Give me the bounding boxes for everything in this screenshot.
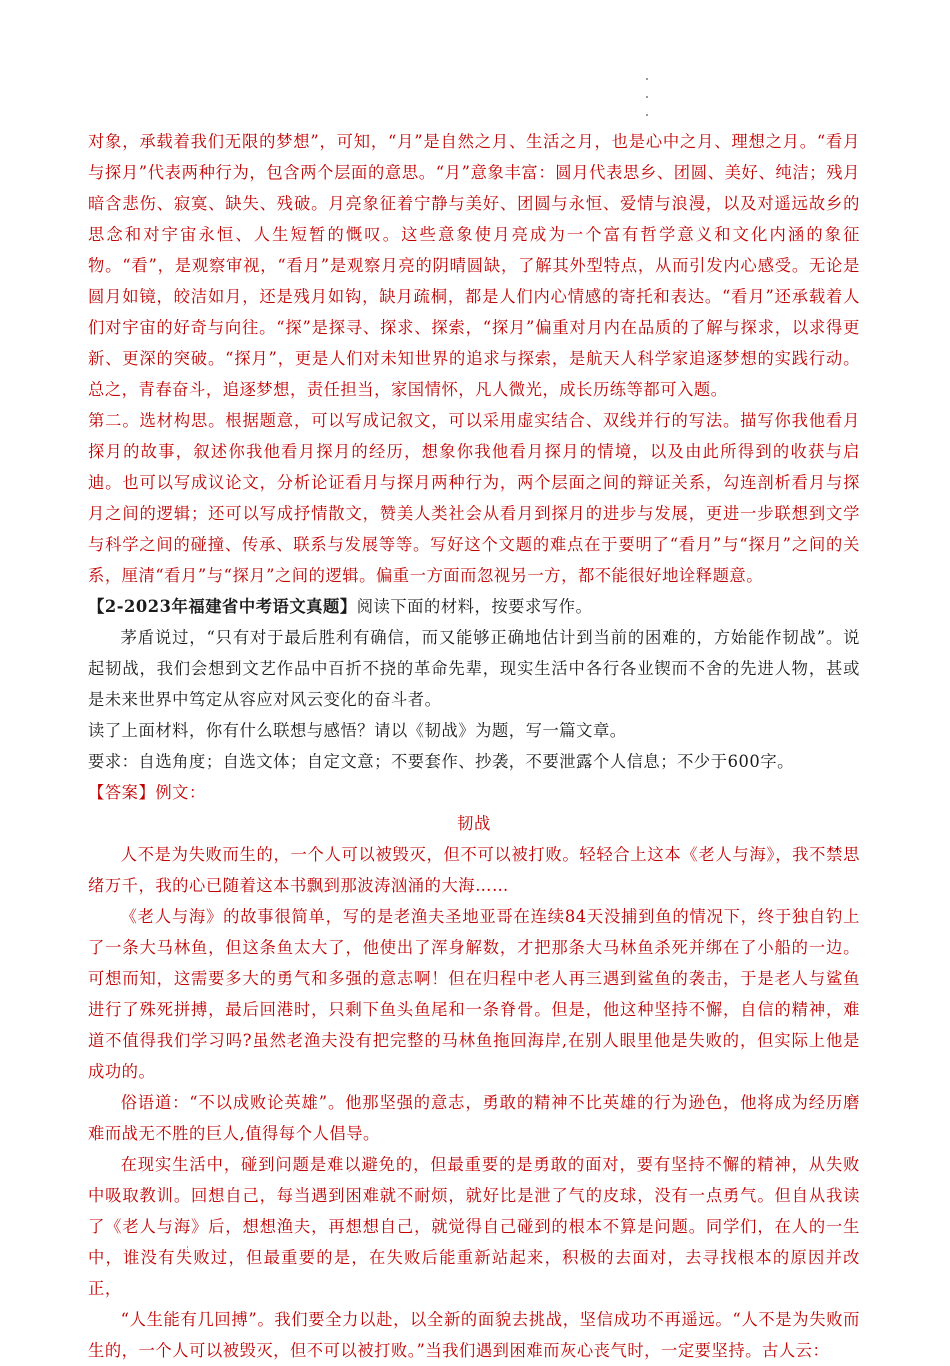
analysis-paragraph-1: 对象，承载着我们无限的梦想”，可知，“月”是自然之月、生活之月，也是心中之月、理想之月。“看月与探月”代表两种行为，包含两个层面的意思。“月”意象丰富：圆月代表思乡、团圆、美好、纯洁；残月暗含悲伤、寂寞、缺失、残破。月亮象征着宁静与美好、团圆与永恒、爱情与浪漫，以及对遥远故乡的思念和对宇宙永恒、人生短暂的慨叹。这些意象使月亮成为一个富有哲学意义和文化内涵的象征物。“看”，是观察审视，“看月”是观察月亮的阴晴圆缺，了解其外型特点，从而引发内心感受。无论是圆月如镜，皎洁如月，还是残月如钩，缺月疏桐，都是人们内心情感的寄托和表达。“看月”还承载着人们对宇宙的好奇与向往。“探”是探寻、探求、探索，“探月”偏重对月内在品质的了解与探求，以求得更新、更深的突破。“探月”，更是人们对未知世界的追求与探索，是航天人科学家追逐梦想的实践行动。总之，青春奋斗，追逐梦想，责任担当，家国情怀，凡人微光，成长历练等都可入题。 — [88, 132, 860, 399]
essay-title: 韧战 — [457, 814, 491, 833]
answer-tag: 【答案】 — [88, 783, 156, 802]
answer-heading — [88, 777, 860, 808]
answer-label: 例文： — [155, 783, 206, 802]
header-dot — [646, 96, 648, 98]
analysis-paragraph-2: 第二。选材构思。根据题意，可以写成记叙文，可以采用虚实结合、双线并行的写法。描写你我他看月探月的故事，叙述你我他看月探月的经历，想象你我他看月探月的情境，以及由此所得到的收获与启迪。也可以写成议论文，分析论证看月与探月两种行为，两个层面之间的辩证关系，勾连剖析看月与探月之间的逻辑；还可以写成抒情散文，赞美人类社会从看月到探月的进步与发展，更进一步联想到文学与科学之间的碰撞、传承、联系与发展等等。写好这个文题的难点在于要明了“看月”与“探月”之间的关系，厘清“看月”与“探月”之间的逻辑。偏重一方面而忽视另一方，都不能很好地诠释题意。 — [88, 411, 860, 585]
essay-paragraph: 俗语道：“不以成败论英雄”。他那坚强的意志，勇敢的精神不比英雄的行为逊色，他将成为经历磨难而战无不胜的巨人,值得每个人倡导。 — [88, 1093, 860, 1143]
question-tag: 【2-2023年福建省中考语文真题】 — [88, 597, 357, 616]
essay-paragraph: 在现实生活中，碰到问题是难以避免的，但最重要的是勇敢的面对，要有坚持不懈的精神，从失败中吸取教训。回想自己，每当遇到困难就不耐烦，就好比是泄了气的皮球，没有一点勇气。但自从我读了《老人与海》后，想想渔夫，再想想自己，就觉得自己碰到的根本不算是问题。同学们，在人的一生中，谁没有失败过，但最重要的是，在失败后能重新站起来，积极的去面对，去寻找根本的原因并改正， — [88, 1155, 860, 1298]
footer-mark — [187, 1246, 190, 1252]
essay-paragraph: “人生能有几回搏”。我们要全力以赴，以全新的面貌去挑战，坚信成功不再遥远。“人不是为失败而生的，一个人可以被毁灭，但不可以被打败。”当我们遇到困难而灰心丧气时，一定要坚持。古人云： — [88, 1310, 860, 1360]
question-heading — [88, 591, 860, 622]
question-prompt: 读了上面材料，你有什么联想与感悟？请以《韧战》为题，写一篇文章。 — [88, 721, 627, 740]
question-material: 茅盾说过，“只有对于最后胜利有确信，而又能够正确地估计到当前的困难的，方始能作韧战”。说起韧战，我们会想到文艺作品中百折不挠的革命先辈，现实生活中各行各业锲而不舍的先进人物，甚或是未来世界中笃定从容应对风云变化的奋斗者。 — [88, 628, 860, 709]
essay-paragraph: 《老人与海》的故事很简单，写的是老渔夫圣地亚哥在连续84天没捕到鱼的情况下，终于独自钓上了一条大马林鱼，但这条鱼太大了，他使出了浑身解数，才把那条大马林鱼杀死并绑在了小船的一边。可想而知，这需要多大的勇气和多强的意志啊！但在归程中老人再三遇到鲨鱼的袭击，于是老人与鲨鱼进行了殊死拼搏，最后回港时，只剩下鱼头鱼尾和一条脊骨。但是，他这种坚持不懈，自信的精神，难道不值得我们学习吗?虽然老渔夫没有把完整的马林鱼拖回海岸,在别人眼里他是失败的，但实际上他是成功的。 — [88, 907, 860, 1081]
header-marks — [646, 78, 650, 132]
header-dot — [646, 78, 648, 80]
header-dot — [646, 114, 648, 116]
essay-paragraph: 人不是为失败而生的，一个人可以被毁灭，但不可以被打败。轻轻合上这本《老人与海》，我不禁思绪万千，我的心已随着这本书飘到那波涛汹涌的大海…… — [88, 845, 860, 895]
document-body — [88, 126, 860, 1366]
question-intro: 阅读下面的材料，按要求写作。 — [356, 597, 593, 616]
question-requirements: 要求：自选角度；自选文体；自定文意；不要套作、抄袭，不要泄露个人信息；不少于600字。 — [88, 752, 794, 771]
